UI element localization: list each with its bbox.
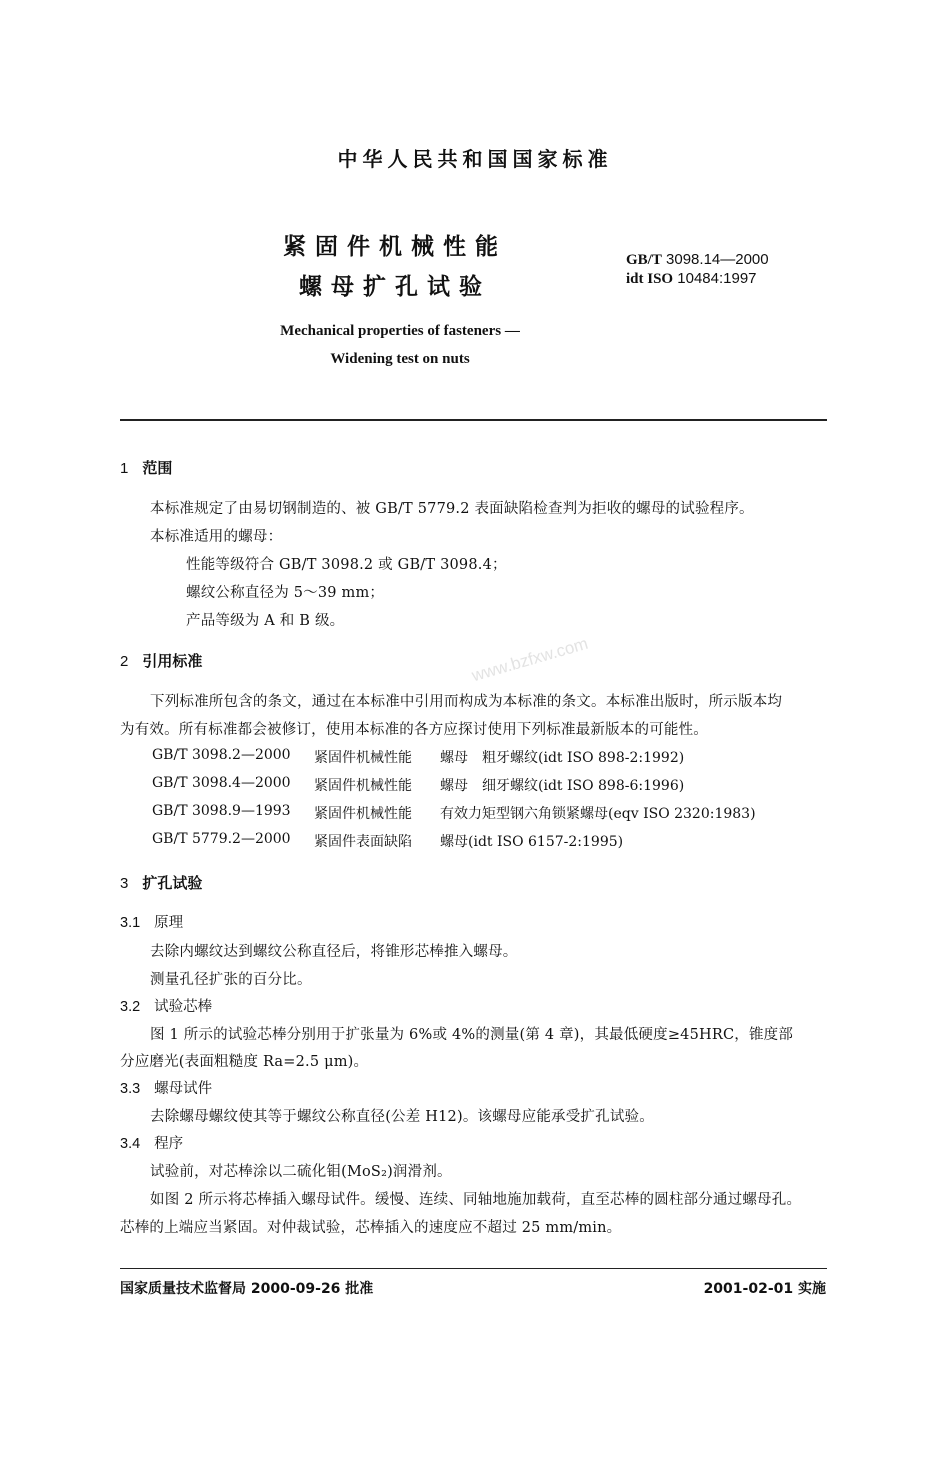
subsection-3-3-heading [120,1077,212,1098]
reference-row [0,803,950,823]
section-title: 引用标准 [142,652,203,670]
list-item: 螺纹公称直径为 5～39 mm； [186,585,385,601]
paragraph: 本标准适用的螺母： [150,529,283,545]
subsection-title: 螺母试件 [154,1081,213,1097]
paragraph: 去除内螺纹达到螺纹公称直径后，将锥形芯棒推入螺母。 [150,944,518,960]
paragraph: 去除螺母螺纹使其等于螺纹公称直径(公差 H12)。该螺母应能承受扩孔试验。 [150,1109,654,1125]
idt-number [626,270,757,288]
paragraph: 下列标准所包含的条文，通过在本标准中引用而构成为本标准的条文。本标准出版时，所示版本均 [150,694,783,710]
subsection-number: 3.3 [120,1081,141,1097]
title-line-2: 螺母扩孔试验 [299,274,491,300]
english-title-line-2: Widening test on nuts [330,351,470,367]
reference-name: 紧固件机械性能 [314,750,412,766]
header-divider [120,419,827,421]
subsection-3-4-heading [120,1132,183,1153]
reference-row [0,831,950,851]
reference-code: GB/T 3098.9—1993 [152,803,291,819]
subsection-title: 试验芯棒 [154,999,213,1015]
standard-number [626,251,769,269]
implementation-date: 2001-02-01 实施 [703,1281,826,1297]
section-2-heading [120,650,202,671]
paragraph: 如图 2 所示将芯棒插入螺母试件。缓慢、连续、同轴地施加载荷，直至芯棒的圆柱部分通过螺母孔。 [150,1192,802,1208]
reference-code: GB/T 5779.2—2000 [152,831,291,847]
subsection-number: 3.2 [120,999,141,1015]
paragraph: 分应磨光(表面粗糙度 Ra=2.5 μm)。 [120,1054,369,1070]
paragraph: 本标准规定了由易切钢制造的、被 GB/T 5779.2 表面缺陷检查判为拒收的螺母的试验程序。 [150,501,754,517]
list-item: 产品等级为 A 和 B 级。 [186,613,345,629]
section-number: 1 [120,460,129,477]
paragraph: 芯棒的上端应当紧固。对仲裁试验，芯棒插入的速度应不超过 25 mm/min。 [120,1220,622,1236]
title-line-1: 紧固件机械性能 [283,234,507,260]
approval-date: 国家质量技术监督局 2000-09-26 批准 [120,1281,374,1297]
reference-row [0,775,950,795]
section-title: 范围 [142,459,173,477]
paragraph: 试验前，对芯棒涂以二硫化钼(MoS₂)润滑剂。 [150,1164,452,1180]
reference-detail: 螺母 细牙螺纹(idt ISO 898-6:1996) [440,778,685,794]
list-item: 性能等级符合 GB/T 3098.2 或 GB/T 3098.4； [186,557,507,573]
paragraph: 测量孔径扩张的百分比。 [150,972,312,988]
standard-prefix: GB/T [626,252,662,268]
reference-detail: 有效力矩型钢六角锁紧螺母(eqv ISO 2320:1983) [440,806,756,822]
paragraph: 图 1 所示的试验芯棒分别用于扩张量为 6%或 4%的测量(第 4 章)，其最低硬度≥45HRC，锥度部 [150,1027,794,1043]
section-number: 3 [120,875,129,892]
watermark: www.bzfxw.com [469,633,591,686]
subsection-title: 程序 [154,1136,184,1152]
subsection-title: 原理 [154,915,184,931]
idt-code: 10484:1997 [677,270,757,287]
english-title-line-1: Mechanical properties of fasteners — [280,323,520,339]
page-header: 中华人民共和国国家标准 [337,147,613,171]
section-title: 扩孔试验 [142,874,203,892]
reference-detail: 螺母 粗牙螺纹(idt ISO 898-2:1992) [440,750,685,766]
section-3-heading [120,872,202,893]
section-number: 2 [120,653,129,670]
subsection-3-1-heading [120,911,183,932]
idt-prefix: idt ISO [626,271,674,287]
paragraph: 为有效。所有标准都会被修订，使用本标准的各方应探讨使用下列标准最新版本的可能性。 [120,722,708,738]
footer-divider [120,1268,827,1269]
subsection-number: 3.4 [120,1136,141,1152]
section-1-heading [120,457,172,478]
reference-name: 紧固件表面缺陷 [314,834,412,850]
subsection-3-2-heading [120,995,212,1016]
reference-name: 紧固件机械性能 [314,778,412,794]
reference-code: GB/T 3098.2—2000 [152,747,291,763]
subsection-number: 3.1 [120,915,141,931]
reference-code: GB/T 3098.4—2000 [152,775,291,791]
standard-code: 3098.14—2000 [666,251,769,268]
reference-detail: 螺母(idt ISO 6157-2:1995) [440,834,624,850]
reference-name: 紧固件机械性能 [314,806,412,822]
reference-row [0,747,950,767]
